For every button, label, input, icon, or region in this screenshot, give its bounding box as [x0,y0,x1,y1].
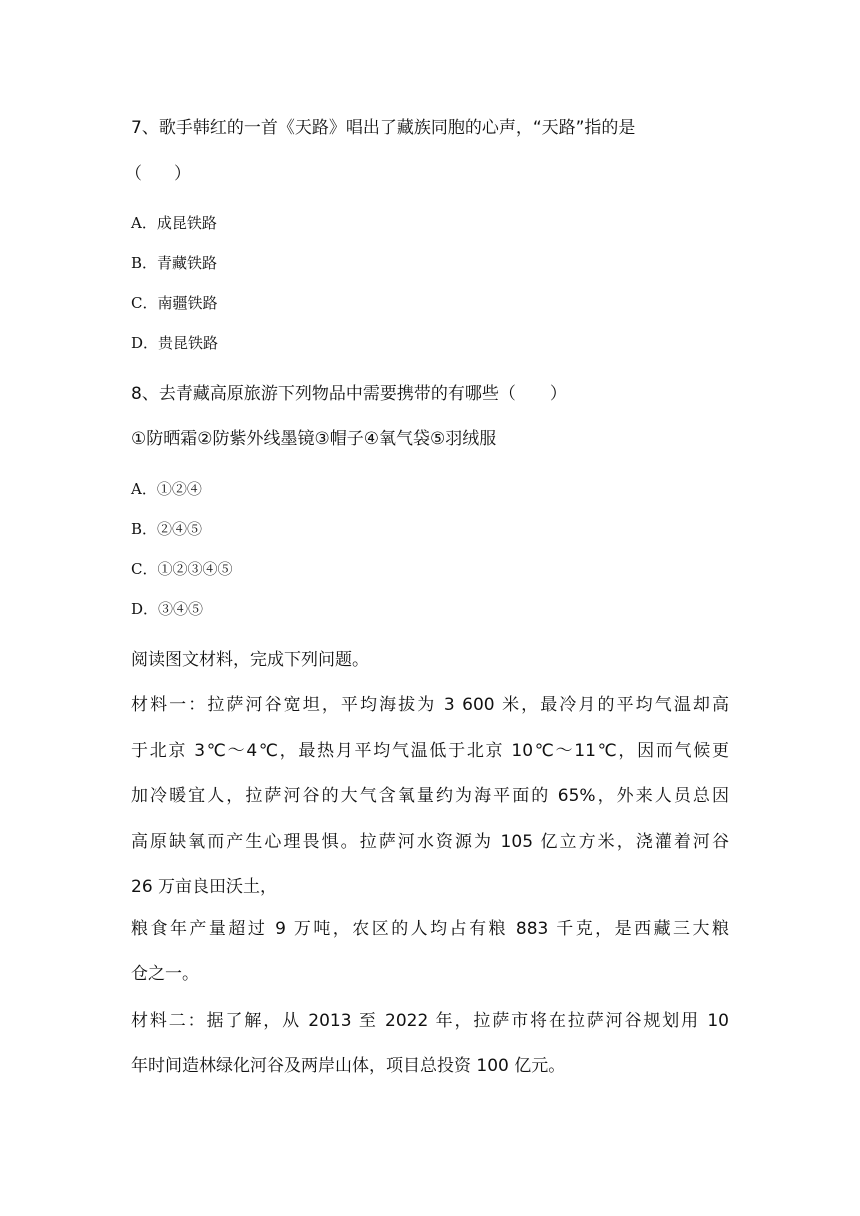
q7-option-a: A．成昆铁路 [131,214,217,232]
material1-line: 26 万亩良田沃土， [131,877,278,897]
paren-close: ） [174,164,191,184]
reading-intro: 阅读图文材料，完成下列问题。 [131,650,369,670]
q8-stem: 8、去青藏高原旅游下列物品中需要携带的有哪些（ ） [131,384,567,404]
q8-option-b: B．②④⑤ [131,520,203,538]
q8-option-a: A．①②④ [131,480,202,498]
material1-line: 高原缺氧而产生心理畏惧。拉萨河水资源为 105 亿立方米，浇灌着河谷 [131,832,729,852]
material1-line: 加冷暖宜人，拉萨河谷的大气含氧量约为海平面的 65%，外来人员总因 [131,786,729,806]
q8-option-d: D．③④⑤ [131,600,204,618]
q7-stem: 7、歌手韩红的一首《天路》唱出了藏族同胞的心声，“天路”指的是 [131,118,636,138]
paren-open: （ [125,164,142,184]
material1-line: 粮食年产量超过 9 万吨，农区的人均占有粮 883 千克，是西藏三大粮 [131,919,729,939]
material2-line: 材料二：据了解，从 2013 至 2022 年，拉萨市将在拉萨河谷规划用 10 [131,1011,729,1031]
q7-option-d: D．贵昆铁路 [131,334,219,352]
q7-answer-paren [125,162,191,186]
q8-items: ①防晒霜②防紫外线墨镜③帽子④氧气袋⑤羽绒服 [131,429,497,449]
q7-option-c: C．南疆铁路 [131,294,218,312]
material1-line: 于北京 3℃～4℃，最热月平均气温低于北京 10℃～11℃，因而气候更 [131,741,729,761]
material1-line: 仓之一。 [131,964,199,984]
q7-option-b: B．青藏铁路 [131,254,218,272]
q8-option-c: C．①②③④⑤ [131,560,233,578]
material2-line: 年时间造林绿化河谷及两岸山体，项目总投资 100 亿元。 [131,1056,566,1076]
material1-line: 材料一：拉萨河谷宽坦，平均海拔为 3 600 米，最冷月的平均气温却高 [131,695,729,715]
